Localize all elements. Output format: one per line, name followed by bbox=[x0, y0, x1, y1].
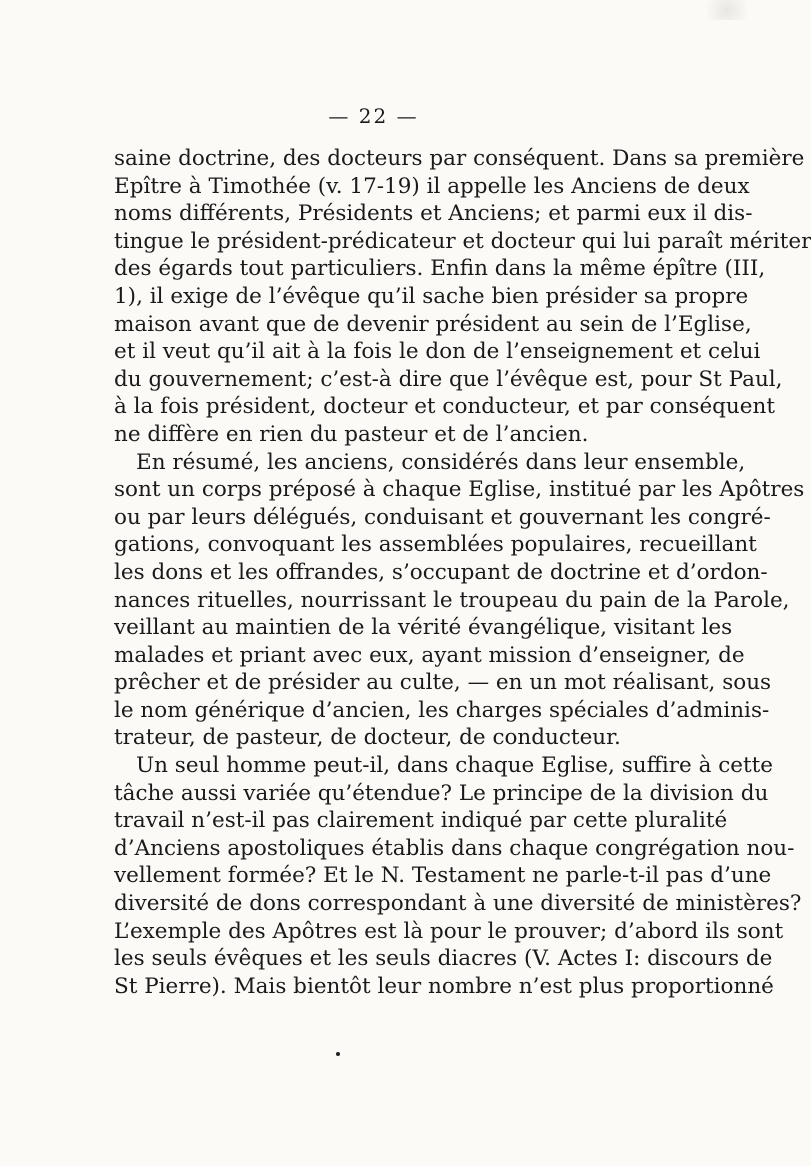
text-line: tingue le président-prédicateur et docteur qui lui paraît mériter bbox=[114, 228, 811, 254]
body-text bbox=[114, 145, 811, 1000]
text-line: Epître à Timothée (v. 17-19) il appelle les Anciens de deux bbox=[114, 173, 750, 199]
text-line: Un seul homme peut-il, dans chaque Eglise, suffire à cette bbox=[136, 753, 773, 779]
text-line: saine doctrine, des docteurs par conséquent. Dans sa première bbox=[114, 146, 805, 171]
text-line: prêcher et de présider au culte, — en un mot réalisant, sous bbox=[114, 670, 772, 696]
text-line: trateur, de pasteur, de docteur, de conducteur. bbox=[114, 725, 621, 751]
text-line: et il veut qu’il ait à la fois le don de l’enseignement et celui bbox=[114, 339, 761, 365]
text-line: nances rituelles, nourrissant le troupeau du pain de la Parole, bbox=[114, 587, 790, 613]
text-line: les seuls évêques et les seuls diacres (V. Actes I: discours de bbox=[114, 946, 773, 972]
page-smudge bbox=[707, 0, 747, 20]
page-number: — 22 — bbox=[328, 104, 419, 128]
text-line: ou par leurs délégués, conduisant et gouvernant les congré- bbox=[114, 504, 771, 530]
text-line: les dons et les offrandes, s’occupant de doctrine et d’ordon- bbox=[114, 559, 768, 585]
text-line: d’Anciens apostoliques établis dans chaque congrégation nou- bbox=[114, 835, 795, 861]
text-line: diversité de dons correspondant à une diversité de ministères? bbox=[114, 891, 802, 917]
text-line: L’exemple des Apôtres est là pour le prouver; d’abord ils sont bbox=[114, 918, 784, 944]
text-line: gations, convoquant les assemblées populaires, recueillant bbox=[114, 532, 757, 558]
text-line: tâche aussi variée qu’étendue? Le principe de la division du bbox=[114, 780, 769, 806]
text-line: des égards tout particuliers. Enfin dans la même épître (III, bbox=[114, 256, 766, 282]
text-line: à la fois président, docteur et conducteur, et par conséquent bbox=[114, 394, 775, 420]
text-line: ne diffère en rien du pasteur et de l’ancien. bbox=[114, 421, 589, 447]
text-line: maison avant que de devenir président au sein de l’Eglise, bbox=[114, 311, 752, 337]
ink-dot bbox=[336, 1052, 340, 1056]
text-line: vellement formée? Et le N. Testament ne parle-t-il pas d’une bbox=[114, 863, 772, 889]
text-line: noms différents, Présidents et Anciens; et parmi eux il dis- bbox=[114, 201, 753, 227]
text-line: sont un corps préposé à chaque Eglise, institué par les Apôtres bbox=[114, 477, 805, 503]
text-line: En résumé, les anciens, considérés dans leur ensemble, bbox=[136, 449, 746, 475]
text-line: St Pierre). Mais bientôt leur nombre n’est plus proportionné bbox=[114, 973, 774, 999]
text-line: veillant au maintien de la vérité évangélique, visitant les bbox=[114, 615, 733, 641]
text-line: travail n’est-il pas clairement indiqué par cette pluralité bbox=[114, 808, 728, 834]
text-line: le nom générique d’ancien, les charges spéciales d’adminis- bbox=[114, 697, 770, 723]
text-line: 1), il exige de l’évêque qu’il sache bien présider sa propre bbox=[114, 283, 749, 309]
text-line: malades et priant avec eux, ayant mission d’enseigner, de bbox=[114, 642, 745, 668]
text-line: du gouvernement; c’est-à dire que l’évêque est, pour St Paul, bbox=[114, 366, 783, 392]
